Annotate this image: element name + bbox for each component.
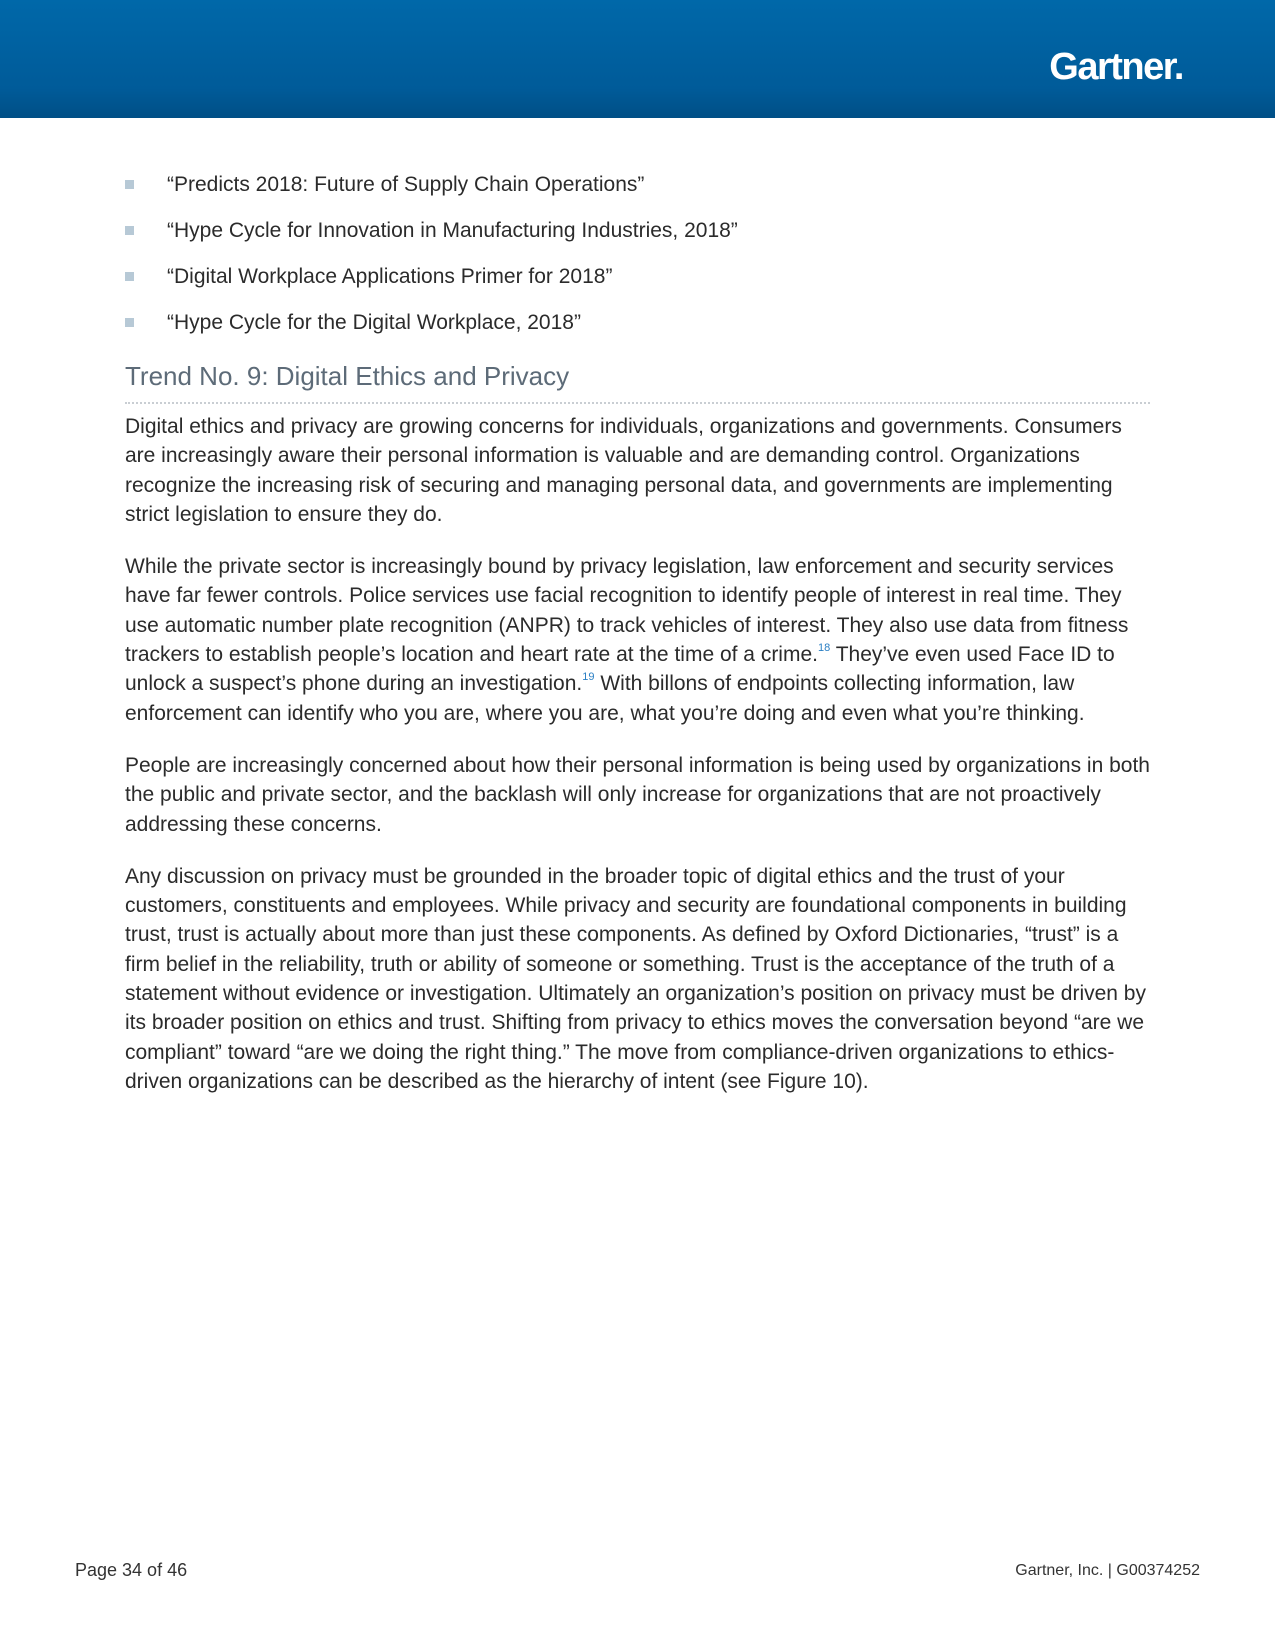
reference-list — [125, 170, 1150, 338]
square-bullet-icon — [125, 272, 134, 281]
page-number: Page 34 of 46 — [75, 1560, 188, 1580]
section-title: Trend No. 9: Digital Ethics and Privacy — [125, 358, 1150, 404]
square-bullet-icon — [125, 318, 134, 327]
paragraph-1: Digital ethics and privacy are growing concerns for individuals, organizations and governments. Consumers are increasingly aware their personal information is valuable and are demanding control. Organizations recognize the increasing risk of securing and managing personal data, and governments are implementing strict legislation to ensure they do. — [125, 415, 1122, 526]
page-header — [0, 0, 1275, 118]
footnote-ref-19[interactable]: 19 — [582, 671, 595, 684]
page-content — [125, 170, 1150, 1119]
list-item: “Predicts 2018: Future of Supply Chain Operations” — [125, 170, 1150, 200]
list-item: “Hype Cycle for the Digital Workplace, 2018” — [125, 308, 1150, 338]
footnote-ref-18[interactable]: 18 — [817, 642, 831, 655]
gartner-logo: Gartner. — [1049, 46, 1183, 88]
list-item: “Digital Workplace Applications Primer for 2018” — [125, 262, 1150, 292]
square-bullet-icon — [125, 180, 134, 189]
document-id: Gartner, Inc. | G00374252 — [1015, 1562, 1200, 1579]
list-item: “Hype Cycle for Innovation in Manufacturing Industries, 2018” — [125, 216, 1150, 246]
paragraph-4: Any discussion on privacy must be grounded in the broader topic of digital ethics and the trust of your customers, constituents and employees. While privacy and security are foundational components in building trust, trust is actually about more than just these components. As defined by Oxford Dictionaries, “trust” is a firm belief in the reliability, truth or ability of someone or something. Trust is the acceptance of the truth of a statement without evidence or investigation. Ultimately an organization’s position on privacy must be driven by its broader position on ethics and trust. Shifting from privacy to ethics moves the conversation beyond “are we compliant” toward “are we doing the right thing.” The move from compliance-driven organizations to ethics-driven organizations can be described as the hierarchy of intent (see Figure 10). — [125, 864, 1146, 1093]
square-bullet-icon — [125, 226, 134, 235]
paragraph-2: While the private sector is increasingly bound by privacy legislation, law enforcement and security services have far fewer controls. Police services use facial recognition to identify people of interest in real time. They use automatic number plate recognition (ANPR) to track vehicles of interest. They also use data from fitness trackers to establish people’s location and heart rate at the time of a crime.$^{18}$ They’ve even used Face ID to unlock a suspect’s phone during an investigation.$^{19}$ With billons of endpoints collecting information, law enforcement can identify who you are, where you are, what you’re doing and even what you’re thinking. — [125, 555, 1129, 725]
paragraph-3: People are increasingly concerned about how their personal information is being used by organizations in both the public and private sector, and the backlash will only increase for organizations that are not proactively addressing these concerns. — [125, 753, 1150, 836]
